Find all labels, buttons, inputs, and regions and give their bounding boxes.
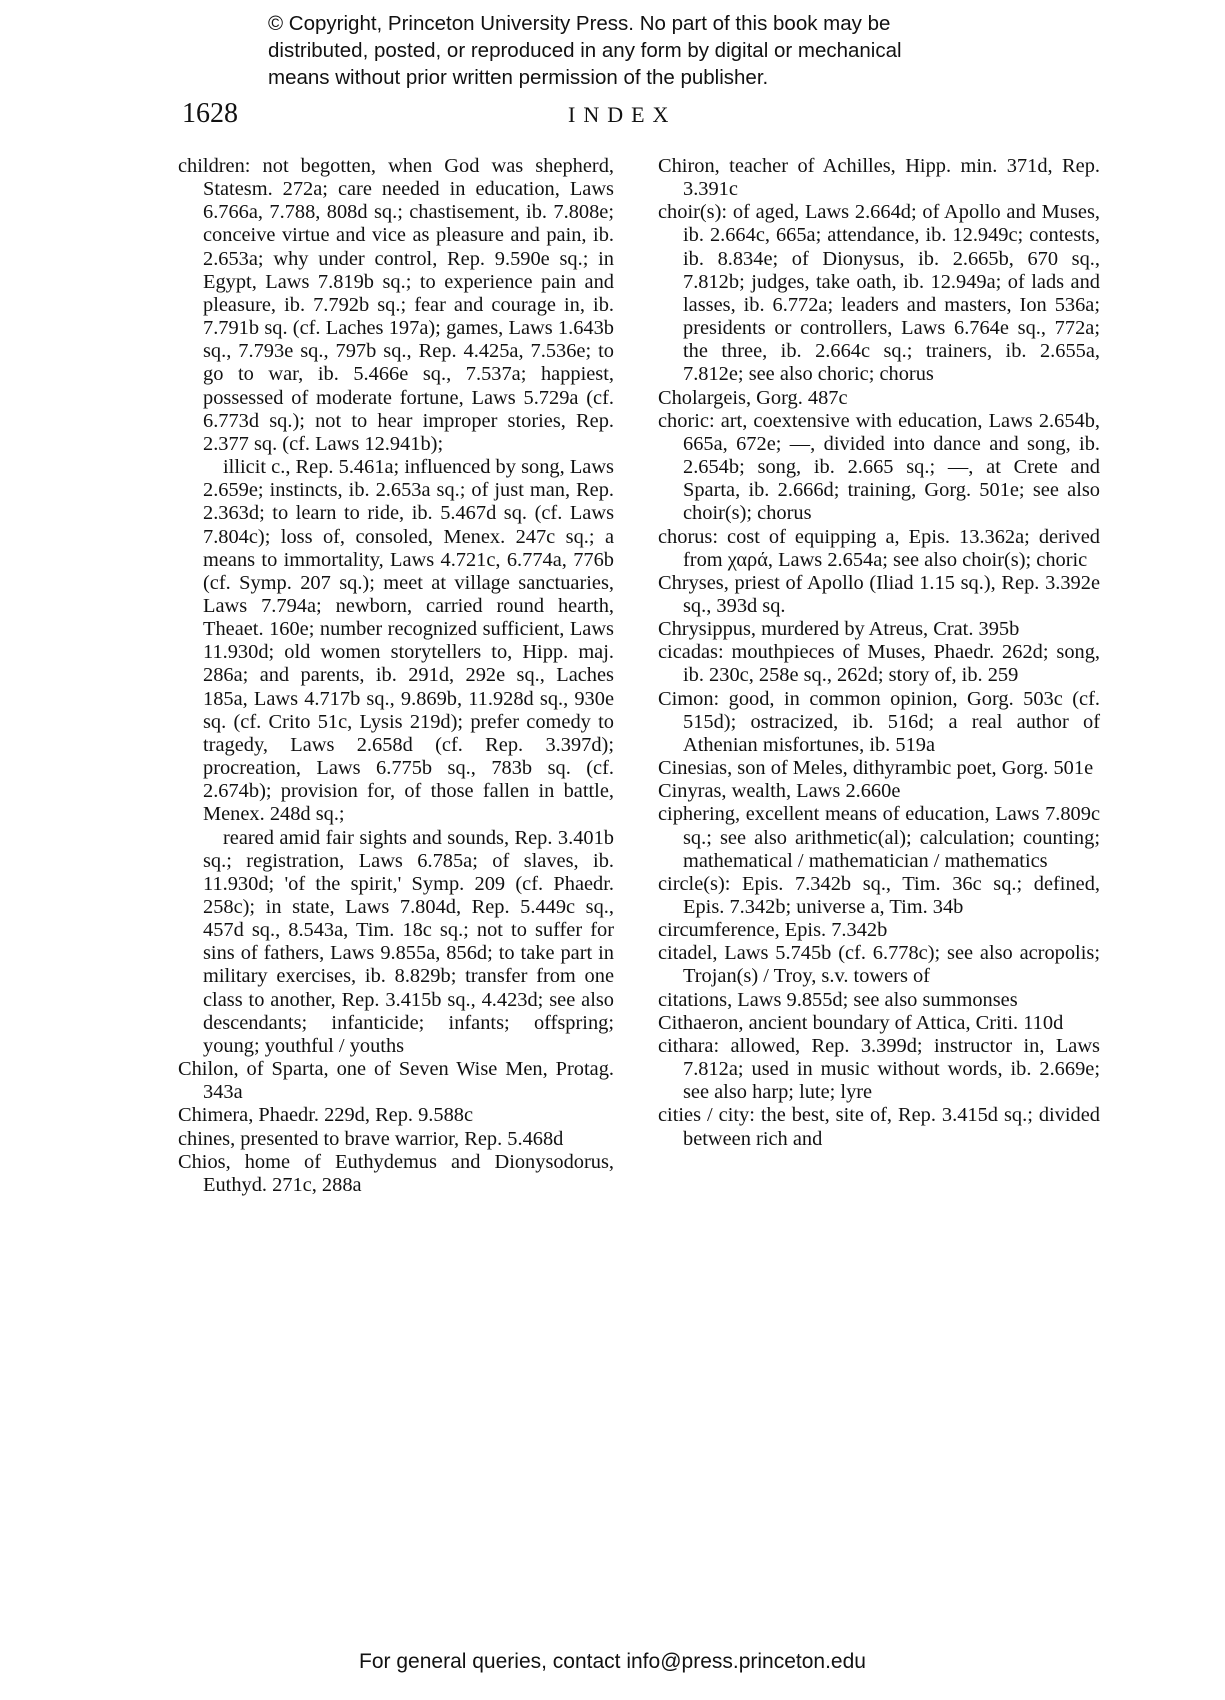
index-entry: Cholargeis, Gorg. 487c	[658, 386, 848, 409]
index-entry: Chiron, teacher of Achilles, Hipp. min. 371d, Rep. 3.391c	[658, 155, 1100, 201]
index-entry: Cimon: good, in common opinion, Gorg. 503c (cf. 515d); ostracized, ib. 516d; a real author of Athenian misfortunes, ib. 519a	[658, 687, 1100, 756]
copyright-notice: © Copyright, Princeton University Press. No part of this book may be distributed, posted, or reproduced in any form by digital or mechanical means without prior written permission of the publisher.	[268, 12, 902, 89]
index-entry: Chilon, of Sparta, one of Seven Wise Men, Protag. 343a	[178, 1058, 614, 1104]
index-entry: children: not begotten, when God was shepherd, Statesm. 272a; care needed in education, Laws 6.766a, 7.788, 808d sq.; chastisement, ib. 7.808e; conceive virtue and vice as pleasure and pain, ib. 2.653a; why under control, Rep. 9.590e sq.; in Egypt, Laws 7.819b sq.; to experience pain and pleasure, ib. 7.792b sq.; fear and courage in, ib. 7.791b sq. (cf. Laches 197a); games, Laws 1.643b sq., 7.793e sq., 797b sq., Rep. 4.425a, 7.536e; to go to war, ib. 5.466e sq., 7.537a; happiest, possessed of moderate fortune, Laws 5.729a (cf. 6.773d sq.); not to hear improper stories, Rep. 2.377 sq. (cf. Laws 12.941b);	[178, 155, 614, 455]
index-subentry: reared amid fair sights and sounds, Rep. 3.401b sq.; registration, Laws 6.785a; of slaves, ib. 11.930d; 'of the spirit,' Symp. 209 (cf. Phaedr. 258c); in state, Laws 7.804d, Rep. 5.449c sq., 457d sq., 8.543a, Tim. 18c sq.; not to suffer for sins of fathers, Laws 9.855a, 856d; to take part in military exercises, ib. 8.829b; transfer from one class to another, Rep. 3.415b sq., 4.423d; see also descendants; infanticide; infants; offspring; young; youthful / youths	[203, 826, 614, 1057]
index-entry: Chimera, Phaedr. 229d, Rep. 9.588c	[178, 1104, 474, 1127]
index-entry: choir(s): of aged, Laws 2.664d; of Apollo and Muses, ib. 2.664c, 665a; attendance, ib. 12.949c; contests, ib. 8.834e; of Dionysus, ib. 2.665b, 670 sq., 7.812b; judges, take oath, ib. 12.949a; of lads and lasses, ib. 6.772a; leaders and masters, Ion 536a; presidents or controllers, Laws 6.764e sq., 772a; the three, ib. 2.664c sq.; trainers, ib. 2.655a, 7.812e; see also choric; chorus	[658, 201, 1100, 386]
index-entry: Cithaeron, ancient boundary of Attica, Criti. 110d	[658, 1011, 1064, 1034]
index-entry: Chios, home of Euthydemus and Dionysodorus, Euthyd. 271c, 288a	[178, 1150, 614, 1196]
index-entry: circumference, Epis. 7.342b	[658, 919, 888, 942]
index-entry: citadel, Laws 5.745b (cf. 6.778c); see also acropolis; Trojan(s) / Troy, s.v. towers of	[658, 942, 1100, 988]
index-entry: Chrysippus, murdered by Atreus, Crat. 395b	[658, 618, 1020, 641]
index-entry: cithara: allowed, Rep. 3.399d; instructor in, Laws 7.812a; used in music without words, ib. 2.669e; see also harp; lute; lyre	[658, 1034, 1100, 1104]
index-column-right	[658, 155, 1100, 1151]
index-entry: Cinesias, son of Meles, dithyrambic poet, Gorg. 501e	[658, 757, 1094, 780]
index-entry: chorus: cost of equipping a, Epis. 13.362a; derived from χαρά, Laws 2.654a; see also choir(s); choric	[658, 525, 1100, 571]
index-entry: citations, Laws 9.855d; see also summonses	[658, 988, 1018, 1011]
page-number: 1628	[182, 98, 238, 129]
index-entry: Chryses, priest of Apollo (Iliad 1.15 sq.), Rep. 3.392e sq., 393d sq.	[658, 571, 1100, 617]
index-entry: choric: art, coextensive with education, Laws 2.654b, 665a, 672e; —, divided into dance and song, ib. 2.654b; song, ib. 2.665 sq.; —, at Crete and Sparta, ib. 2.666d; training, Gorg. 501e; see also choir(s); chorus	[658, 409, 1100, 525]
index-entry: Cinyras, wealth, Laws 2.660e	[658, 780, 901, 803]
index-entry: cicadas: mouthpieces of Muses, Phaedr. 262d; song, ib. 230c, 258e sq., 262d; story of, ib. 259	[658, 641, 1100, 687]
index-entry: circle(s): Epis. 7.342b sq., Tim. 36c sq.; defined, Epis. 7.342b; universe a, Tim. 34b	[658, 872, 1100, 918]
contact-footer: For general queries, contact info@press.princeton.edu	[359, 1650, 866, 1673]
index-subentry: illicit c., Rep. 5.461a; influenced by song, Laws 2.659e; instincts, ib. 2.653a sq.; of just man, Rep. 2.363d; to learn to ride, ib. 5.467d sq. (cf. Laws 7.804c); loss of, consoled, Menex. 247c sq.; a means to immortality, Laws 4.721c, 6.774a, 776b (cf. Symp. 207 sq.); meet at village sanctuaries, Laws 7.794a; newborn, carried round hearth, Theaet. 160e; number recognized sufficient, Laws 11.930d; old women storytellers to, Hipp. maj. 286a; and parents, ib. 291d, 292e sq., Laches 185a, Laws 4.717b sq., 9.869b, 11.928d sq., 930e sq. (cf. Crito 51c, Lysis 219d); prefer comedy to tragedy, Laws 2.658d (cf. Rep. 3.397d); procreation, Laws 6.775b sq., 783b sq. (cf. 2.674b); provision for, of those fallen in battle, Menex. 248d sq.;	[203, 456, 614, 826]
index-column-left	[178, 155, 614, 1197]
index-entry: ciphering, excellent means of education, Laws 7.809c sq.; see also arithmetic(al); calculation; counting; mathematical / mathematician / mathematics	[658, 803, 1100, 872]
index-entry: chines, presented to brave warrior, Rep. 5.468d	[178, 1127, 564, 1150]
index-entry: cities / city: the best, site of, Rep. 3.415d sq.; divided between rich and	[658, 1104, 1100, 1150]
running-head: INDEX	[568, 102, 677, 127]
